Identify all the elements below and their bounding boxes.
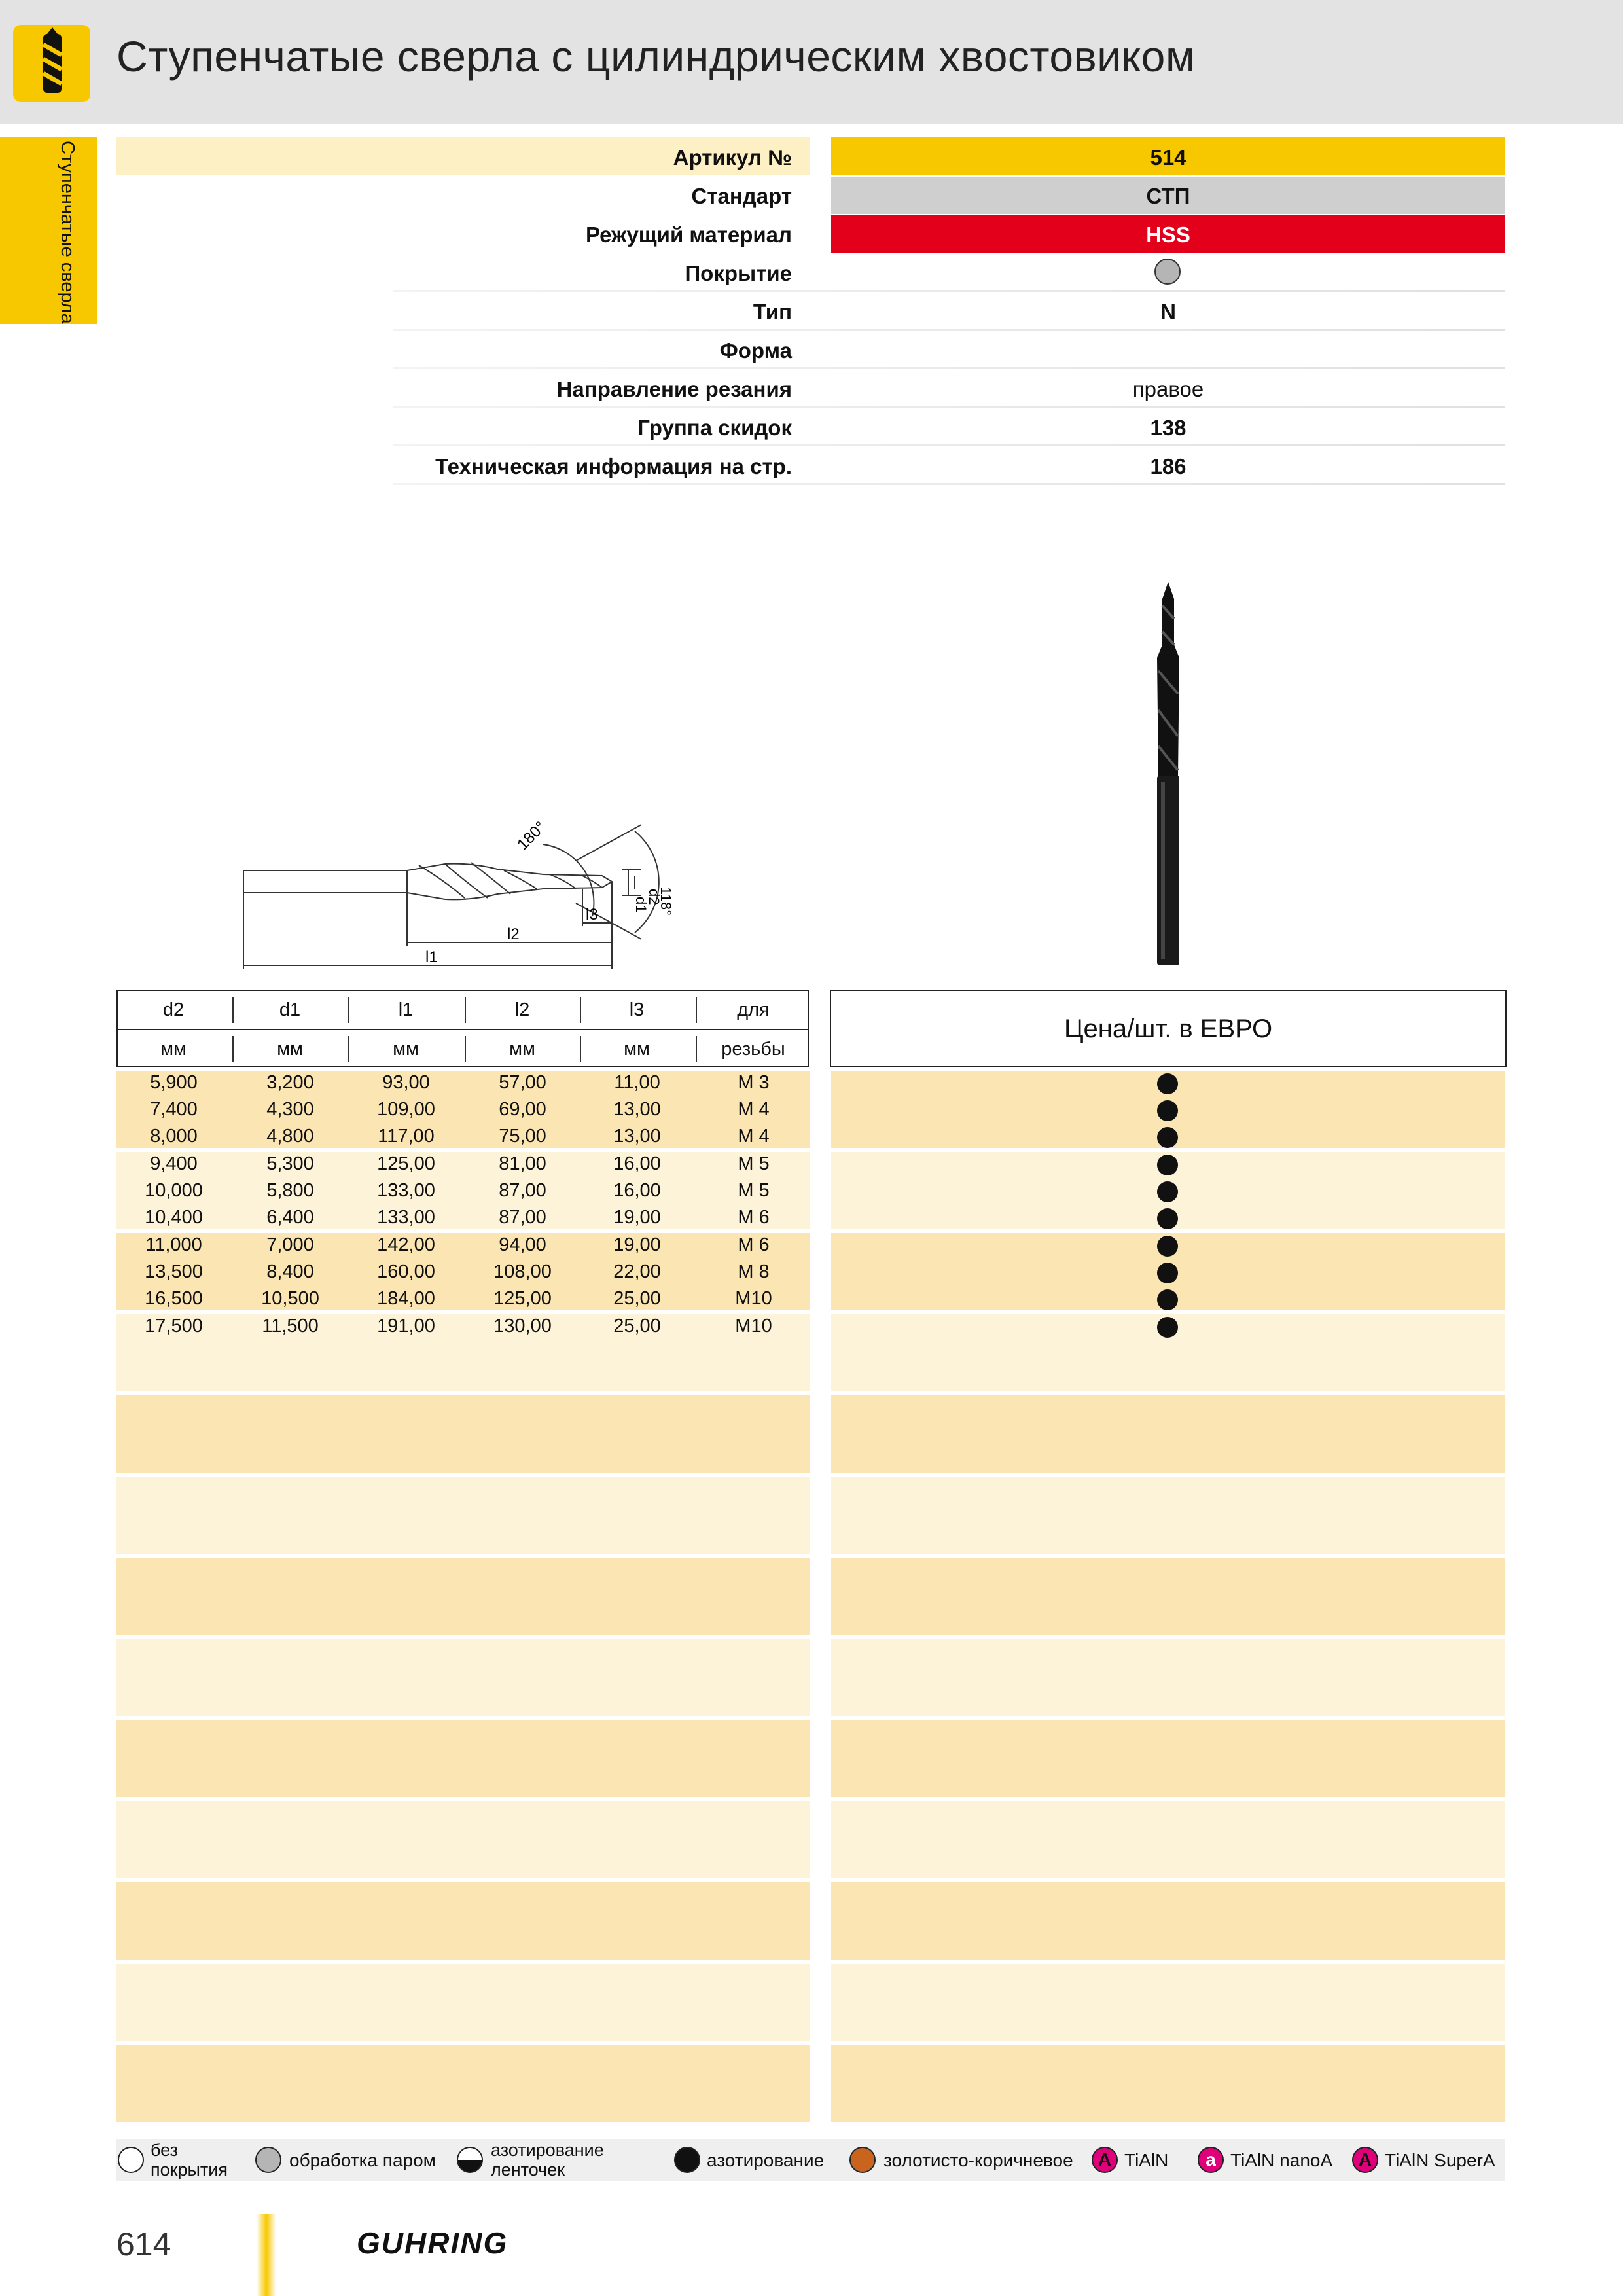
cell-l2: 75,00 <box>499 1126 546 1147</box>
spec-label-direction: Направление резания <box>556 377 792 401</box>
cell-d2: 8,000 <box>150 1126 198 1147</box>
col-unit-d1: мм <box>277 1039 303 1060</box>
col-separator <box>465 1036 466 1062</box>
row-band <box>116 1801 810 1878</box>
divider <box>393 444 1505 446</box>
cell-l2: 108,00 <box>493 1261 552 1282</box>
cell-l1: 142,00 <box>377 1234 435 1255</box>
side-tab-label: Ступенчатые сверла <box>57 141 78 324</box>
cell-l2: 94,00 <box>499 1234 546 1255</box>
price-header-label: Цена/шт. в ЕВРО <box>1063 1014 1273 1043</box>
divider <box>393 406 1505 408</box>
row-band <box>831 1395 1505 1473</box>
cell-l2: 81,00 <box>499 1153 546 1174</box>
cell-d2: 9,400 <box>150 1153 198 1174</box>
cell-l3: 16,00 <box>613 1180 661 1201</box>
row-band <box>116 1477 810 1554</box>
cell-d2: 10,400 <box>145 1207 203 1228</box>
divider <box>393 483 1505 485</box>
cell-l1: 184,00 <box>377 1288 435 1309</box>
legend-uncoated-line1: без <box>151 2140 178 2160</box>
col-separator <box>348 1036 349 1062</box>
spec-value-article: 514 <box>1150 145 1186 170</box>
cell-thread: M 5 <box>738 1180 770 1201</box>
spec-value-discount: 138 <box>1150 416 1186 440</box>
col-separator <box>348 997 349 1023</box>
cell-l2: 87,00 <box>499 1180 546 1201</box>
cell-thread: M 8 <box>738 1261 770 1282</box>
cell-l1: 109,00 <box>377 1099 435 1120</box>
col-separator <box>696 1036 697 1062</box>
row-band <box>831 1558 1505 1635</box>
col-separator <box>696 997 697 1023</box>
spec-label-article: Артикул № <box>673 145 792 170</box>
col-separator <box>580 1036 581 1062</box>
row-band <box>116 2045 810 2122</box>
cell-thread: M 5 <box>738 1153 770 1174</box>
cell-d1: 5,800 <box>266 1180 314 1201</box>
row-band <box>831 1801 1505 1878</box>
legend-uncoated-line2: покрытия <box>151 2160 228 2179</box>
col-header-l2: l2 <box>514 999 530 1020</box>
legend-land-nitr-line2: ленточек <box>491 2160 565 2179</box>
cell-l3: 19,00 <box>613 1207 661 1228</box>
legend-tialn-super: TiAlN SuperA <box>1385 2150 1495 2170</box>
row-band <box>116 1882 810 1960</box>
availability-dot-icon <box>1157 1155 1178 1175</box>
row-band <box>831 1639 1505 1716</box>
cell-l2: 130,00 <box>493 1316 552 1336</box>
col-header-thread: для <box>737 999 770 1020</box>
cell-l1: 133,00 <box>377 1207 435 1228</box>
l3-label: l3 <box>586 906 598 924</box>
spec-label-discount: Группа скидок <box>637 416 792 440</box>
drill-dimension-drawing <box>236 805 707 975</box>
col-separator <box>465 997 466 1023</box>
legend-nitrided: азотирование <box>707 2150 825 2170</box>
row-band <box>831 1720 1505 1797</box>
availability-dot-icon <box>1157 1100 1178 1121</box>
row-band <box>116 1964 810 2041</box>
drill-logo-icon <box>13 25 90 102</box>
cell-thread: M 4 <box>738 1126 770 1147</box>
availability-dot-icon <box>1157 1208 1178 1229</box>
cell-d1: 8,400 <box>266 1261 314 1282</box>
col-unit-l1: мм <box>393 1039 419 1060</box>
cell-l2: 125,00 <box>493 1288 552 1309</box>
availability-dot-icon <box>1157 1263 1178 1283</box>
cell-d2: 7,400 <box>150 1099 198 1120</box>
row-band <box>831 1964 1505 2041</box>
spec-value-direction: правое <box>1132 377 1204 401</box>
col-separator <box>232 997 234 1023</box>
cell-d2: 5,900 <box>150 1072 198 1093</box>
availability-dot-icon <box>1157 1289 1178 1310</box>
cell-d2: 17,500 <box>145 1316 203 1336</box>
row-band <box>116 1558 810 1635</box>
side-tab <box>0 137 97 324</box>
divider <box>393 290 1505 292</box>
cell-l3: 22,00 <box>613 1261 661 1282</box>
uncoated-icon <box>118 2147 144 2173</box>
cell-l3: 13,00 <box>613 1099 661 1120</box>
availability-dot-icon <box>1157 1181 1178 1202</box>
col-header-d1: d1 <box>279 999 301 1020</box>
col-unit-thread: резьбы <box>721 1039 785 1060</box>
cell-l1: 125,00 <box>377 1153 435 1174</box>
row-band <box>116 1395 810 1473</box>
table-header-divider <box>118 1029 808 1030</box>
row-band <box>831 1477 1505 1554</box>
cell-thread: M 6 <box>738 1207 770 1228</box>
spec-label-type: Тип <box>753 300 792 324</box>
spec-value-material: HSS <box>1146 223 1190 247</box>
cell-d1: 5,300 <box>266 1153 314 1174</box>
nitrided-icon <box>674 2147 700 2173</box>
legend-tialn-nano: TiAlN nanoA <box>1230 2150 1333 2170</box>
cell-l3: 13,00 <box>613 1126 661 1147</box>
cell-d1: 10,500 <box>261 1288 319 1309</box>
divider <box>393 329 1505 331</box>
divider <box>393 367 1505 369</box>
row-band <box>831 1882 1505 1960</box>
cell-l2: 69,00 <box>499 1099 546 1120</box>
spec-label-techinfo: Техническая информация на стр. <box>435 454 792 478</box>
tialn-super-icon: A <box>1352 2147 1378 2173</box>
cell-l1: 191,00 <box>377 1316 435 1336</box>
footer-yellow-bar <box>257 2214 276 2296</box>
availability-dot-icon <box>1157 1127 1178 1148</box>
cell-d1: 4,300 <box>266 1099 314 1120</box>
cell-d1: 7,000 <box>266 1234 314 1255</box>
cell-l3: 25,00 <box>613 1288 661 1309</box>
cell-d2: 16,500 <box>145 1288 203 1309</box>
land-nitrided-icon <box>457 2147 483 2173</box>
cell-thread: M 4 <box>738 1099 770 1120</box>
l2-label: l2 <box>507 925 520 943</box>
spec-value-techinfo: 186 <box>1150 454 1186 478</box>
legend-steam: обработка паром <box>289 2150 436 2170</box>
cell-l1: 133,00 <box>377 1180 435 1201</box>
availability-dot-icon <box>1157 1317 1178 1338</box>
row-band <box>831 2045 1505 2122</box>
spec-label-material: Режущий материал <box>585 223 792 247</box>
cell-d1: 4,800 <box>266 1126 314 1147</box>
cell-d2: 10,000 <box>145 1180 203 1201</box>
row-band <box>116 1639 810 1716</box>
spec-value-type: N <box>1160 300 1176 324</box>
col-separator <box>580 997 581 1023</box>
cell-l1: 93,00 <box>382 1072 430 1093</box>
coating-steam-icon <box>1154 259 1181 285</box>
cell-l3: 19,00 <box>613 1234 661 1255</box>
cell-l3: 16,00 <box>613 1153 661 1174</box>
spec-value-standard: СТП <box>1146 184 1190 208</box>
step-drill-image <box>1139 579 1198 972</box>
cell-l1: 160,00 <box>377 1261 435 1282</box>
cell-thread: M10 <box>735 1288 772 1309</box>
angle-180-label: 180° <box>514 818 550 854</box>
page-title: Ступенчатые сверла с цилиндрическим хвостовиком <box>116 32 1196 81</box>
col-unit-l2: мм <box>509 1039 535 1060</box>
cell-thread: M 3 <box>738 1072 770 1093</box>
cell-l1: 117,00 <box>378 1126 435 1147</box>
cell-d1: 11,500 <box>262 1316 319 1336</box>
cell-d1: 3,200 <box>266 1072 314 1093</box>
page-number: 614 <box>116 2226 171 2263</box>
d1-label: d1 <box>633 897 649 913</box>
angle-118-label: 118° <box>658 887 674 916</box>
col-header-l1: l1 <box>398 999 414 1020</box>
availability-dot-icon <box>1157 1073 1178 1094</box>
cell-l3: 25,00 <box>613 1316 661 1336</box>
spec-label-coating: Покрытие <box>685 261 792 285</box>
brand-logo: GUHRING <box>357 2226 508 2260</box>
col-header-l3: l3 <box>629 999 645 1020</box>
cell-l3: 11,00 <box>614 1072 660 1093</box>
cell-d1: 6,400 <box>266 1207 314 1228</box>
d2-label: d2 <box>646 889 662 905</box>
cell-l2: 57,00 <box>499 1072 546 1093</box>
cell-d2: 13,500 <box>145 1261 203 1282</box>
gold-brown-icon <box>849 2147 876 2173</box>
cell-l2: 87,00 <box>499 1207 546 1228</box>
cell-d2: 11,000 <box>145 1234 202 1255</box>
cell-thread: M10 <box>735 1316 772 1336</box>
spec-label-form: Форма <box>719 338 792 363</box>
tialn-nano-icon: a <box>1198 2147 1224 2173</box>
col-unit-d2: мм <box>160 1039 187 1060</box>
steam-treated-icon <box>255 2147 281 2173</box>
spec-label-standard: Стандарт <box>691 184 792 208</box>
row-band <box>116 1720 810 1797</box>
col-header-d2: d2 <box>162 999 185 1020</box>
tialn-icon: A <box>1092 2147 1118 2173</box>
legend-land-nitr-line1: азотирование <box>491 2140 604 2160</box>
col-separator <box>232 1036 234 1062</box>
col-unit-l3: мм <box>624 1039 650 1060</box>
cell-thread: M 6 <box>738 1234 770 1255</box>
legend-tialn: TiAlN <box>1124 2150 1169 2170</box>
legend-gold-brown: золотисто-коричневое <box>883 2150 1073 2170</box>
l1-label: l1 <box>425 948 438 966</box>
availability-dot-icon <box>1157 1236 1178 1257</box>
